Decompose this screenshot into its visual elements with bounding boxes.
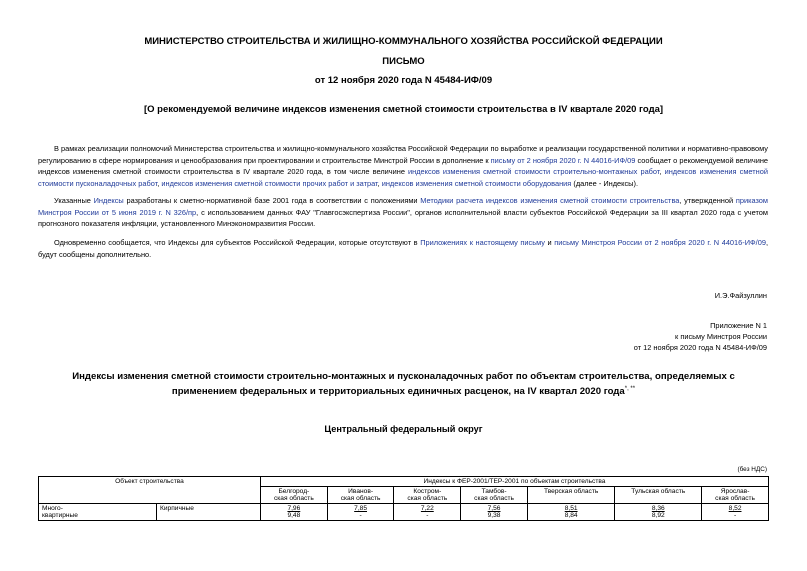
- link-appendices[interactable]: Приложениях к настоящему письму: [420, 238, 545, 247]
- link-indices-equipment[interactable]: индексов изменения сметной стоимости оборудования: [381, 178, 572, 188]
- cell-bottom: -: [359, 512, 362, 519]
- text: (далее - Индексы).: [571, 178, 639, 188]
- header-object: Объект строительства: [39, 477, 261, 504]
- link-indices[interactable]: Индексы: [93, 196, 124, 205]
- appendix-line: к письму Минстроя России: [675, 332, 767, 341]
- table-cell: [327, 504, 394, 521]
- text: , с использованием данных ФАУ "Главгосэкспертиза России", органов исполнительной власти субъектов Российской Федерации за III квартал 2020 года с учетом прогнозного показателя инфляции, установленного Минэкономразвития России.: [38, 207, 768, 228]
- cell-bottom: 9,38: [487, 512, 501, 519]
- appendix-line: Приложение N 1: [710, 321, 767, 330]
- ministry-name: МИНИСТЕРСТВО СТРОИТЕЛЬСТВА И ЖИЛИЩНО-КОММУНАЛЬНОГО ХОЗЯЙСТВА РОССИЙСКОЙ ФЕДЕРАЦИИ: [144, 36, 663, 47]
- table-cell: [615, 504, 702, 521]
- link-methodology[interactable]: Методики расчета индексов изменения сметной стоимости строительства: [420, 196, 680, 205]
- header-region: Тамбов- ская область: [461, 487, 528, 504]
- table-title-text: Индексы изменения сметной стоимости строительно-монтажных и пусконаладочных работ по объектам строительства, определяемых с применением федеральных и территориальных единичных расценок, на IV квартал 2020 года: [72, 371, 735, 398]
- doc-date: от 12 ноября 2020 года N 45484-ИФ/09: [314, 75, 493, 86]
- header-region: Ярослав- ская область: [702, 487, 769, 504]
- cell-top: 7,56: [487, 505, 501, 512]
- header-indices: Индексы к ФЕР-2001/ТЕР-2001 по объектам строительства: [261, 477, 769, 487]
- paragraph-2: [38, 195, 768, 230]
- text: и: [544, 238, 555, 247]
- footnote-mark[interactable]: *, **: [624, 386, 636, 392]
- text: ,: [659, 167, 665, 176]
- table-cell: [261, 504, 328, 521]
- header-region: Костром- ская область: [394, 487, 461, 504]
- text: сообщает о рекомендуемой величине индексов изменения сметной стоимости строительства в IV квартале 2020 года, в том числе величине: [38, 155, 769, 176]
- text: разработаны к сметно-нормативной базе 2001 года в соответствии с положениями: [123, 196, 421, 205]
- table-cell: [394, 504, 461, 521]
- text: ,: [157, 178, 162, 188]
- cell-top: 8,52: [728, 505, 742, 512]
- text: , будут сообщены дополнительно.: [38, 238, 768, 259]
- cell-bottom: -: [426, 512, 429, 519]
- vat-note: (без НДС): [737, 466, 767, 473]
- cell-bottom: 8,84: [564, 512, 578, 519]
- link-indices-other[interactable]: индексов изменения сметной стоимости прочих работ и затрат: [161, 178, 378, 188]
- header-region: Тверская область: [527, 487, 614, 504]
- table-row: [39, 504, 769, 521]
- appendix-block: [634, 320, 767, 353]
- appendix-line: от 12 ноября 2020 года N 45484-ИФ/09: [633, 343, 767, 352]
- paragraph-1: [38, 143, 768, 189]
- header-region: Белгород- ская область: [261, 487, 328, 504]
- text: В рамках реализации полномочий Министерства строительства и жилищно-коммунального хозяйства Российской Федерации по выработке и реализации государственной политики и нормативно-правовому регулированию в сфере нормирования и ценообразования при проектировании и строительстве Минстрой России в дополнение к: [38, 144, 768, 165]
- signature: И.Э.Файзуллин: [714, 291, 767, 300]
- table-cell: [527, 504, 614, 521]
- header-region: Тульская область: [615, 487, 702, 504]
- cell-top: 7,22: [420, 505, 434, 512]
- header-region: Иванов- ская область: [327, 487, 394, 504]
- table-title: [62, 370, 745, 398]
- cell-bottom: 8,92: [651, 512, 665, 519]
- cell-top: 7,85: [354, 505, 368, 512]
- indices-table: [38, 476, 769, 521]
- cell-bottom: 9,48: [287, 512, 301, 519]
- cell-top: 8,51: [564, 505, 578, 512]
- table-cell: [702, 504, 769, 521]
- row-object: Много- квартирные: [39, 504, 157, 521]
- text: ,: [377, 178, 382, 188]
- link-order-326[interactable]: приказом Минстроя России от 5 июня 2019 г. N 326/пр: [38, 196, 768, 217]
- paragraph-3: [38, 237, 768, 260]
- text: Указанные: [54, 196, 94, 205]
- table-cell: [461, 504, 528, 521]
- doc-type: ПИСЬМО: [382, 56, 425, 67]
- doc-subject: [О рекомендуемой величине индексов изменения сметной стоимости строительства в IV квартале 2020 года]: [143, 104, 664, 115]
- link-indices-smr[interactable]: индексов изменения сметной стоимости строительно-монтажных работ: [408, 167, 660, 176]
- text: Одновременно сообщается, что Индексы для субъектов Российской Федерации, которые отсутствуют в: [54, 238, 421, 247]
- district-title: Центральный федеральный округ: [324, 424, 483, 434]
- link-letter-44016-b[interactable]: письму Минстроя России от 2 ноября 2020 г. N 44016-ИФ/09: [554, 238, 766, 247]
- cell-top: 7,96: [287, 505, 301, 512]
- cell-top: 8,36: [651, 505, 665, 512]
- cell-bottom: -: [733, 512, 737, 519]
- link-indices-pnr[interactable]: индексов изменения сметной стоимости пусконаладочных работ: [38, 167, 768, 188]
- row-material: Кирпичные: [157, 504, 261, 521]
- text: , утвержденной: [679, 196, 736, 205]
- link-letter-44016[interactable]: письму от 2 ноября 2020 г. N 44016-ИФ/09: [490, 155, 636, 165]
